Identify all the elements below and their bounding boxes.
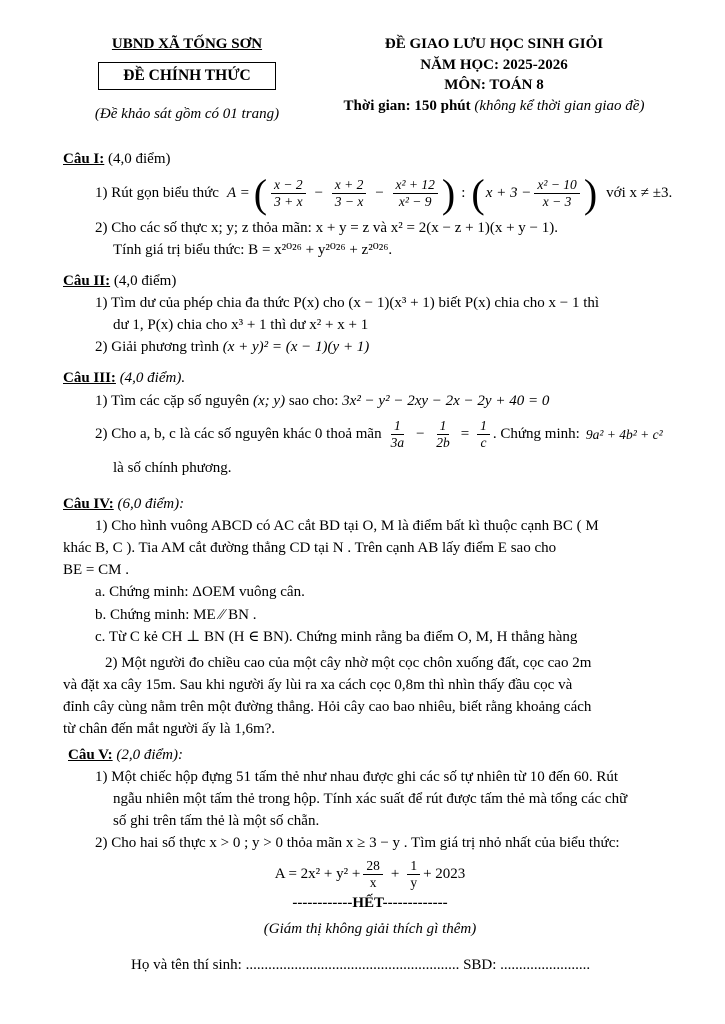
- section-1-points: (4,0 điểm): [104, 151, 171, 167]
- question-4-1-line-2: khác B, C ). Tia AM cắt đường thẳng CD tại N . Trên cạnh AB lấy điểm E sao cho: [63, 540, 557, 557]
- duration-line: [311, 96, 677, 117]
- question-2-1-line-2: dư 1, P(x) chia cho x³ + 1 thì dư x² + x + 1: [113, 317, 369, 334]
- section-4-points: (6,0 điểm):: [113, 495, 185, 512]
- section-4-heading: [63, 493, 677, 516]
- section-3-label: Câu III:: [63, 370, 116, 387]
- section-3-heading: [63, 367, 677, 390]
- close-paren: ): [583, 170, 598, 216]
- question-4-1-line-1: 1) Cho hình vuông ABCD có AC cắt BD tại O, M là điểm bất kì thuộc cạnh BC ( M: [95, 518, 599, 535]
- question-4-1a: a. Chứng minh: ΔOEM vuông cân.: [95, 584, 305, 601]
- q3-1-mid: sao cho:: [285, 392, 343, 409]
- minus-op: −: [374, 185, 385, 201]
- q1-1-lead: 1) Rút gọn biểu thức: [95, 185, 219, 201]
- het-divider: ------------HẾT-------------: [292, 895, 448, 912]
- fraction: $\frac{1}{y}$: [407, 858, 420, 891]
- subject-name: MÔN: TOÁN 8: [444, 77, 544, 94]
- question-4-2-line-1: 2) Một người đo chiều cao của một cây nhờ một cọc chôn xuống đất, cọc cao 2m: [105, 654, 592, 671]
- minus-op: −: [313, 185, 324, 201]
- duration-note: (không kể thời gian giao đề): [470, 98, 645, 115]
- question-1-2-line-1: 2) Cho các số thực x; y; z thỏa mãn: x + y = z và x² = 2(x − z + 1)(x + y − 1).: [95, 219, 558, 236]
- header-left: [63, 34, 311, 123]
- q2-2-lead: 2) Giải phương trình: [95, 339, 223, 356]
- q1-1-mid: x + 3 −: [485, 185, 532, 201]
- question-4-2-line-2: và đặt xa cây 15m. Sau khi người ấy lùi ra xa cách cọc 0,8m thì nhìn thấy đầu cọc và: [63, 676, 573, 693]
- question-4-2-line-4: từ chân đến mắt người ấy là 1,6m?.: [63, 720, 276, 737]
- official-exam-stamp: ĐỀ CHÍNH THỨC: [98, 62, 275, 90]
- duration: Thời gian: 150 phút: [343, 98, 471, 115]
- section-5-label: Câu V:: [68, 746, 113, 763]
- section-2-heading: [63, 270, 677, 293]
- candidate-name-line: Họ và tên thí sinh: ......................................................... SBD: ........................: [131, 957, 591, 974]
- fraction: $\frac{x + 2}{3 - x}$: [332, 177, 367, 210]
- question-1-1: [95, 171, 677, 217]
- question-2-1-line-1: 1) Tìm dư của phép chia đa thức P(x) cho (x − 1)(x³ + 1) biết P(x) chia cho x − 1 thì: [95, 295, 600, 312]
- q3-2-lead: 2) Cho a, b, c là các số nguyên khác 0 thoả mãn: [95, 426, 382, 443]
- section-1-label: Câu I:: [63, 151, 105, 167]
- divide-colon: :: [461, 185, 466, 201]
- question-4-1b: b. Chứng minh: ME ∕∕ BN .: [95, 606, 257, 623]
- question-3-2-end: là số chính phương.: [113, 459, 232, 476]
- section-3-points: (4,0 điểm).: [115, 370, 186, 387]
- issuing-authority: UBND XÃ TỐNG SƠN: [111, 36, 263, 52]
- equals-op: =: [460, 426, 470, 443]
- q5-2-tail: + 2023: [423, 865, 466, 882]
- header-right: [311, 34, 677, 117]
- header: [63, 34, 677, 123]
- section-5-heading: [68, 744, 677, 767]
- fraction: $\frac{\text{x² − 10}}{x - 3}$: [534, 177, 579, 210]
- section-5-points: (2,0 điểm):: [112, 746, 184, 763]
- q3-2-mid: . Chứng minh:: [492, 426, 580, 443]
- proctor-note: (Giám thị không giải thích gì thêm): [263, 921, 477, 938]
- page-count-note: (Đề khảo sát gồm có 01 trang): [94, 106, 280, 122]
- section-2-label: Câu II:: [63, 272, 111, 289]
- exam-title: ĐỀ GIAO LƯU HỌC SINH GIỎI: [384, 36, 604, 52]
- q1-1-condition: với x ≠ ±3.: [606, 185, 673, 201]
- q3-2-expression: 9a² + 4b² + c²: [585, 426, 663, 442]
- fraction: $\frac{1}{3a}$: [390, 418, 405, 451]
- fraction: $\frac{1}{2b}$: [436, 418, 450, 451]
- question-3-1: [95, 390, 677, 412]
- question-4-2-line-3: đỉnh cây cùng nằm trên một đường thẳng. Hỏi cây cao bao nhiêu, biết rằng khoảng cách: [63, 698, 592, 715]
- q2-2-equation: (x + y)² = (x − 1)(y + 1): [222, 339, 370, 356]
- section-1-heading: [63, 148, 677, 171]
- fraction: $\frac{28}{x}$: [363, 858, 383, 891]
- q3-1-equation: 3x² − y² − 2xy − 2x − 2y + 40 = 0: [342, 392, 550, 409]
- section-4-label: Câu IV:: [63, 495, 114, 512]
- close-paren: ): [441, 170, 456, 216]
- question-4-1c: c. Từ C kẻ CH ⊥ BN (H ∈ BN). Chứng minh rằng ba điểm O, M, H thẳng hàng: [95, 628, 578, 645]
- fraction: $\frac{x - 2}{3 + x}$: [271, 177, 306, 210]
- plus-op: +: [390, 865, 400, 882]
- question-4-1-line-3: BE = CM .: [63, 562, 129, 579]
- question-5-2: 2) Cho hai số thực x > 0 ; y > 0 thỏa mãn x ≥ 3 − y . Tìm giá trị nhỏ nhất của biểu thức:: [95, 835, 620, 852]
- question-1-2-line-2: Tính giá trị biểu thức: B = x²⁰²⁶ + y²⁰²⁶ + z²⁰²⁶.: [113, 241, 393, 258]
- question-3-2: [95, 415, 677, 455]
- q5-2-lead: A = 2x² + y² +: [274, 865, 361, 882]
- question-5-2-expression: [63, 854, 677, 894]
- question-5-1-line-3: số ghi trên tấm thẻ là một số chẵn.: [113, 813, 320, 830]
- minus-op: −: [415, 426, 426, 443]
- q3-1-lead: 1) Tìm các cặp số nguyên: [95, 392, 254, 409]
- school-year: NĂM HỌC: 2025-2026: [420, 56, 568, 73]
- q3-1-pair: (x; y): [253, 392, 286, 409]
- question-5-1-line-1: 1) Một chiếc hộp đựng 51 tấm thẻ như nhau được ghi các số tự nhiên từ 10 đến 60. Rút: [95, 769, 619, 786]
- open-paren: (: [471, 170, 485, 216]
- section-2-points: (4,0 điểm): [110, 272, 177, 289]
- fraction: $\frac{1}{c}$: [477, 418, 490, 451]
- official-stamp-wrap: [63, 62, 311, 90]
- question-5-1-line-2: ngẫu nhiên một tấm thẻ trong hộp. Tính xác suất để rút được tấm thẻ mà tổng các chữ: [113, 791, 628, 808]
- q1-1-A-equals: A =: [226, 185, 250, 201]
- open-paren: (: [253, 170, 268, 216]
- fraction: $\frac{\text{x² + 12}}{\text{x² − 9}}$: [393, 177, 438, 210]
- question-2-2: [95, 336, 677, 358]
